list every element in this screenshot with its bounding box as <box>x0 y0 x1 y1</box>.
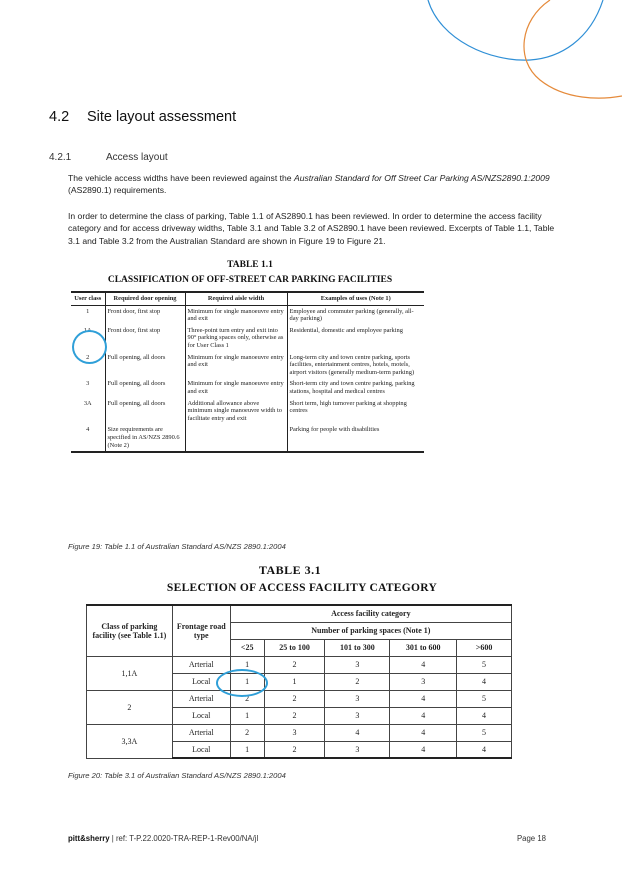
table-cell: Front door, first stop <box>105 305 185 325</box>
table-row <box>71 325 424 352</box>
table-cell: 4 <box>390 656 457 673</box>
table-row <box>87 656 512 673</box>
table-cell: 2 <box>264 707 325 724</box>
table3-road-cell: Arterial <box>172 656 230 673</box>
table-cell: Size requirements are specified in AS/NZS 2890.6 (Note 2) <box>105 424 185 452</box>
corner-decoration <box>0 0 622 110</box>
table-cell: 4 <box>457 707 512 724</box>
table-cell: Full opening, all doors <box>105 378 185 397</box>
page-number: Page 18 <box>516 834 546 843</box>
table3-range: 25 to 100 <box>264 639 325 656</box>
footer-reference: | ref: T-P.22.0020-TRA-REP-1-Rev00/NA/jl <box>109 834 259 843</box>
table-cell: Parking for people with disabilities <box>287 424 424 452</box>
table-row <box>71 305 424 325</box>
table-cell: 3A <box>83 399 92 407</box>
table3-road-cell: Local <box>172 673 230 690</box>
table-cell: Three-point turn entry and exit into 90° parking spaces only, otherwise as for User Class 1 <box>185 325 287 352</box>
table-cell: Minimum for single manoeuvre entry and exit <box>185 305 287 325</box>
table-cell: Short term, high turnover parking at shopping centres <box>287 398 424 425</box>
table-row <box>71 352 424 379</box>
table-cell: 4 <box>390 707 457 724</box>
table3-class-cell: 2 <box>87 690 173 724</box>
table3-header-spaces: Number of parking spaces (Note 1) <box>230 622 511 639</box>
table-cell: 2 <box>230 724 264 741</box>
subsection-title: Access layout <box>106 152 168 163</box>
table-cell: Employee and commuter parking (generally, all-day parking) <box>287 305 424 325</box>
table-cell: 4 <box>457 741 512 758</box>
table-cell: 3 <box>325 707 390 724</box>
table3-range: 301 to 600 <box>390 639 457 656</box>
highlight-circle-class-1a <box>72 330 107 364</box>
table-cell: 4 <box>457 673 512 690</box>
paragraph-standard-reference: The vehicle access widths have been reviewed against the Australian Standard for Off Street Car Parking AS/NZS2890.1:2009 (AS2890.1) requirements. <box>68 173 550 196</box>
table3-range: 101 to 300 <box>325 639 390 656</box>
table-cell: 5 <box>457 656 512 673</box>
table-cell: Front door, first stop <box>105 325 185 352</box>
figure-19-caption: Figure 19: Table 1.1 of Australian Standard AS/NZS 2890.1:2004 <box>68 542 286 551</box>
table1-header-aisle-width: Required aisle width <box>185 292 287 305</box>
table-cell: 3 <box>264 724 325 741</box>
table3-header-road-type: Frontage road type <box>172 605 230 656</box>
subsection-heading <box>49 152 168 163</box>
table3-road-cell: Local <box>172 707 230 724</box>
table-row <box>87 690 512 707</box>
table-cell: Minimum for single manoeuvre entry and exit <box>185 352 287 379</box>
page-footer <box>68 834 546 843</box>
table-cell: 1A <box>83 326 92 334</box>
table-cell: 1 <box>86 307 90 315</box>
table-3-1 <box>86 604 512 759</box>
table1-header-row <box>71 292 424 305</box>
table-cell: Additional allowance above minimum single manoeuvre width to facilitate entry and exit <box>185 398 287 425</box>
footer-brand: pitt&sherry <box>68 834 110 843</box>
table-cell: Long-term city and town centre parking, sports facilities, entertainment centres, hotels, motels, airport visitors (generally medium-term parking) <box>287 352 424 379</box>
table-cell: 1 <box>230 656 264 673</box>
table3-number: TABLE 3.1 <box>258 563 322 577</box>
table-cell: 4 <box>71 424 105 452</box>
table-cell: 4 <box>390 741 457 758</box>
table-cell: 1 <box>230 707 264 724</box>
highlight-circle-local-lt25 <box>216 669 268 697</box>
table1-header-user-class: User class <box>71 292 105 305</box>
table-row <box>71 424 424 452</box>
table-cell: 4 <box>390 690 457 707</box>
table3-class-cell: 3,3A <box>87 724 173 758</box>
table-cell: 2 <box>264 741 325 758</box>
table-cell: Short-term city and town centre parking, parking stations, hospital and medical centres <box>287 378 424 397</box>
table-cell: 3 <box>325 741 390 758</box>
section-title: Site layout assessment <box>87 109 237 125</box>
table-cell: 2 <box>86 353 90 361</box>
table3-road-cell: Arterial <box>172 724 230 741</box>
table-cell: 2 <box>264 656 325 673</box>
table-cell: 3 <box>325 656 390 673</box>
section-number: 4.2 <box>49 109 70 125</box>
figure-20-caption: Figure 20: Table 3.1 of Australian Standard AS/NZS 2890.1:2004 <box>68 771 286 780</box>
table1-title: CLASSIFICATION OF OFF-STREET CAR PARKING FACILITIES <box>107 275 393 285</box>
table-row <box>71 398 424 425</box>
subsection-number: 4.2.1 <box>49 152 72 163</box>
section-heading <box>49 109 236 125</box>
table-row <box>71 378 424 397</box>
table-cell: 4 <box>325 724 390 741</box>
table3-class-cell: 1,1A <box>87 656 173 690</box>
table-cell: 5 <box>457 690 512 707</box>
table-1-1 <box>71 291 424 453</box>
table-cell: 1 <box>230 673 264 690</box>
table-cell: 1 <box>230 741 264 758</box>
table-cell: Full opening, all doors <box>105 398 185 425</box>
table-cell: 3 <box>390 673 457 690</box>
table-row <box>87 724 512 741</box>
table-cell: 3 <box>325 690 390 707</box>
table3-road-cell: Arterial <box>172 690 230 707</box>
table-cell: 1 <box>264 673 325 690</box>
table3-title: SELECTION OF ACCESS FACILITY CATEGORY <box>166 582 438 594</box>
table1-header-door-opening: Required door opening <box>105 292 185 305</box>
table-cell: Full opening, all doors <box>105 352 185 379</box>
table1-header-examples: Examples of uses (Note 1) <box>287 292 424 305</box>
table-cell: Minimum for single manoeuvre entry and exit <box>185 378 287 397</box>
table1-number: TABLE 1.1 <box>227 260 273 270</box>
table3-road-cell: Local <box>172 741 230 758</box>
table-cell: Residential, domestic and employee parking <box>287 325 424 352</box>
table-cell: 2 <box>325 673 390 690</box>
table-cell: 2 <box>264 690 325 707</box>
table-cell: 2 <box>230 690 264 707</box>
table3-range: >600 <box>457 639 512 656</box>
paragraph-tables-reviewed: In order to determine the class of parking, Table 1.1 of AS2890.1 has been reviewed. In order to determine the access facility category and for access driveway widths, Table 3.1 and Table 3.2 of AS2890.1 have been reviewed. Excerpts of Table 1.1, Table 3.1 and Table 3.2 from the Australian Standard are shown in Figure 19 to Figure 21. <box>68 211 555 246</box>
table-cell: 3 <box>86 380 90 388</box>
table3-header-category: Access facility category <box>230 605 511 622</box>
table3-range: <25 <box>230 639 264 656</box>
table-cell: 5 <box>457 724 512 741</box>
table-cell <box>185 424 287 452</box>
table3-header-class: Class of parking facility (see Table 1.1) <box>87 605 173 656</box>
table-cell: 4 <box>390 724 457 741</box>
